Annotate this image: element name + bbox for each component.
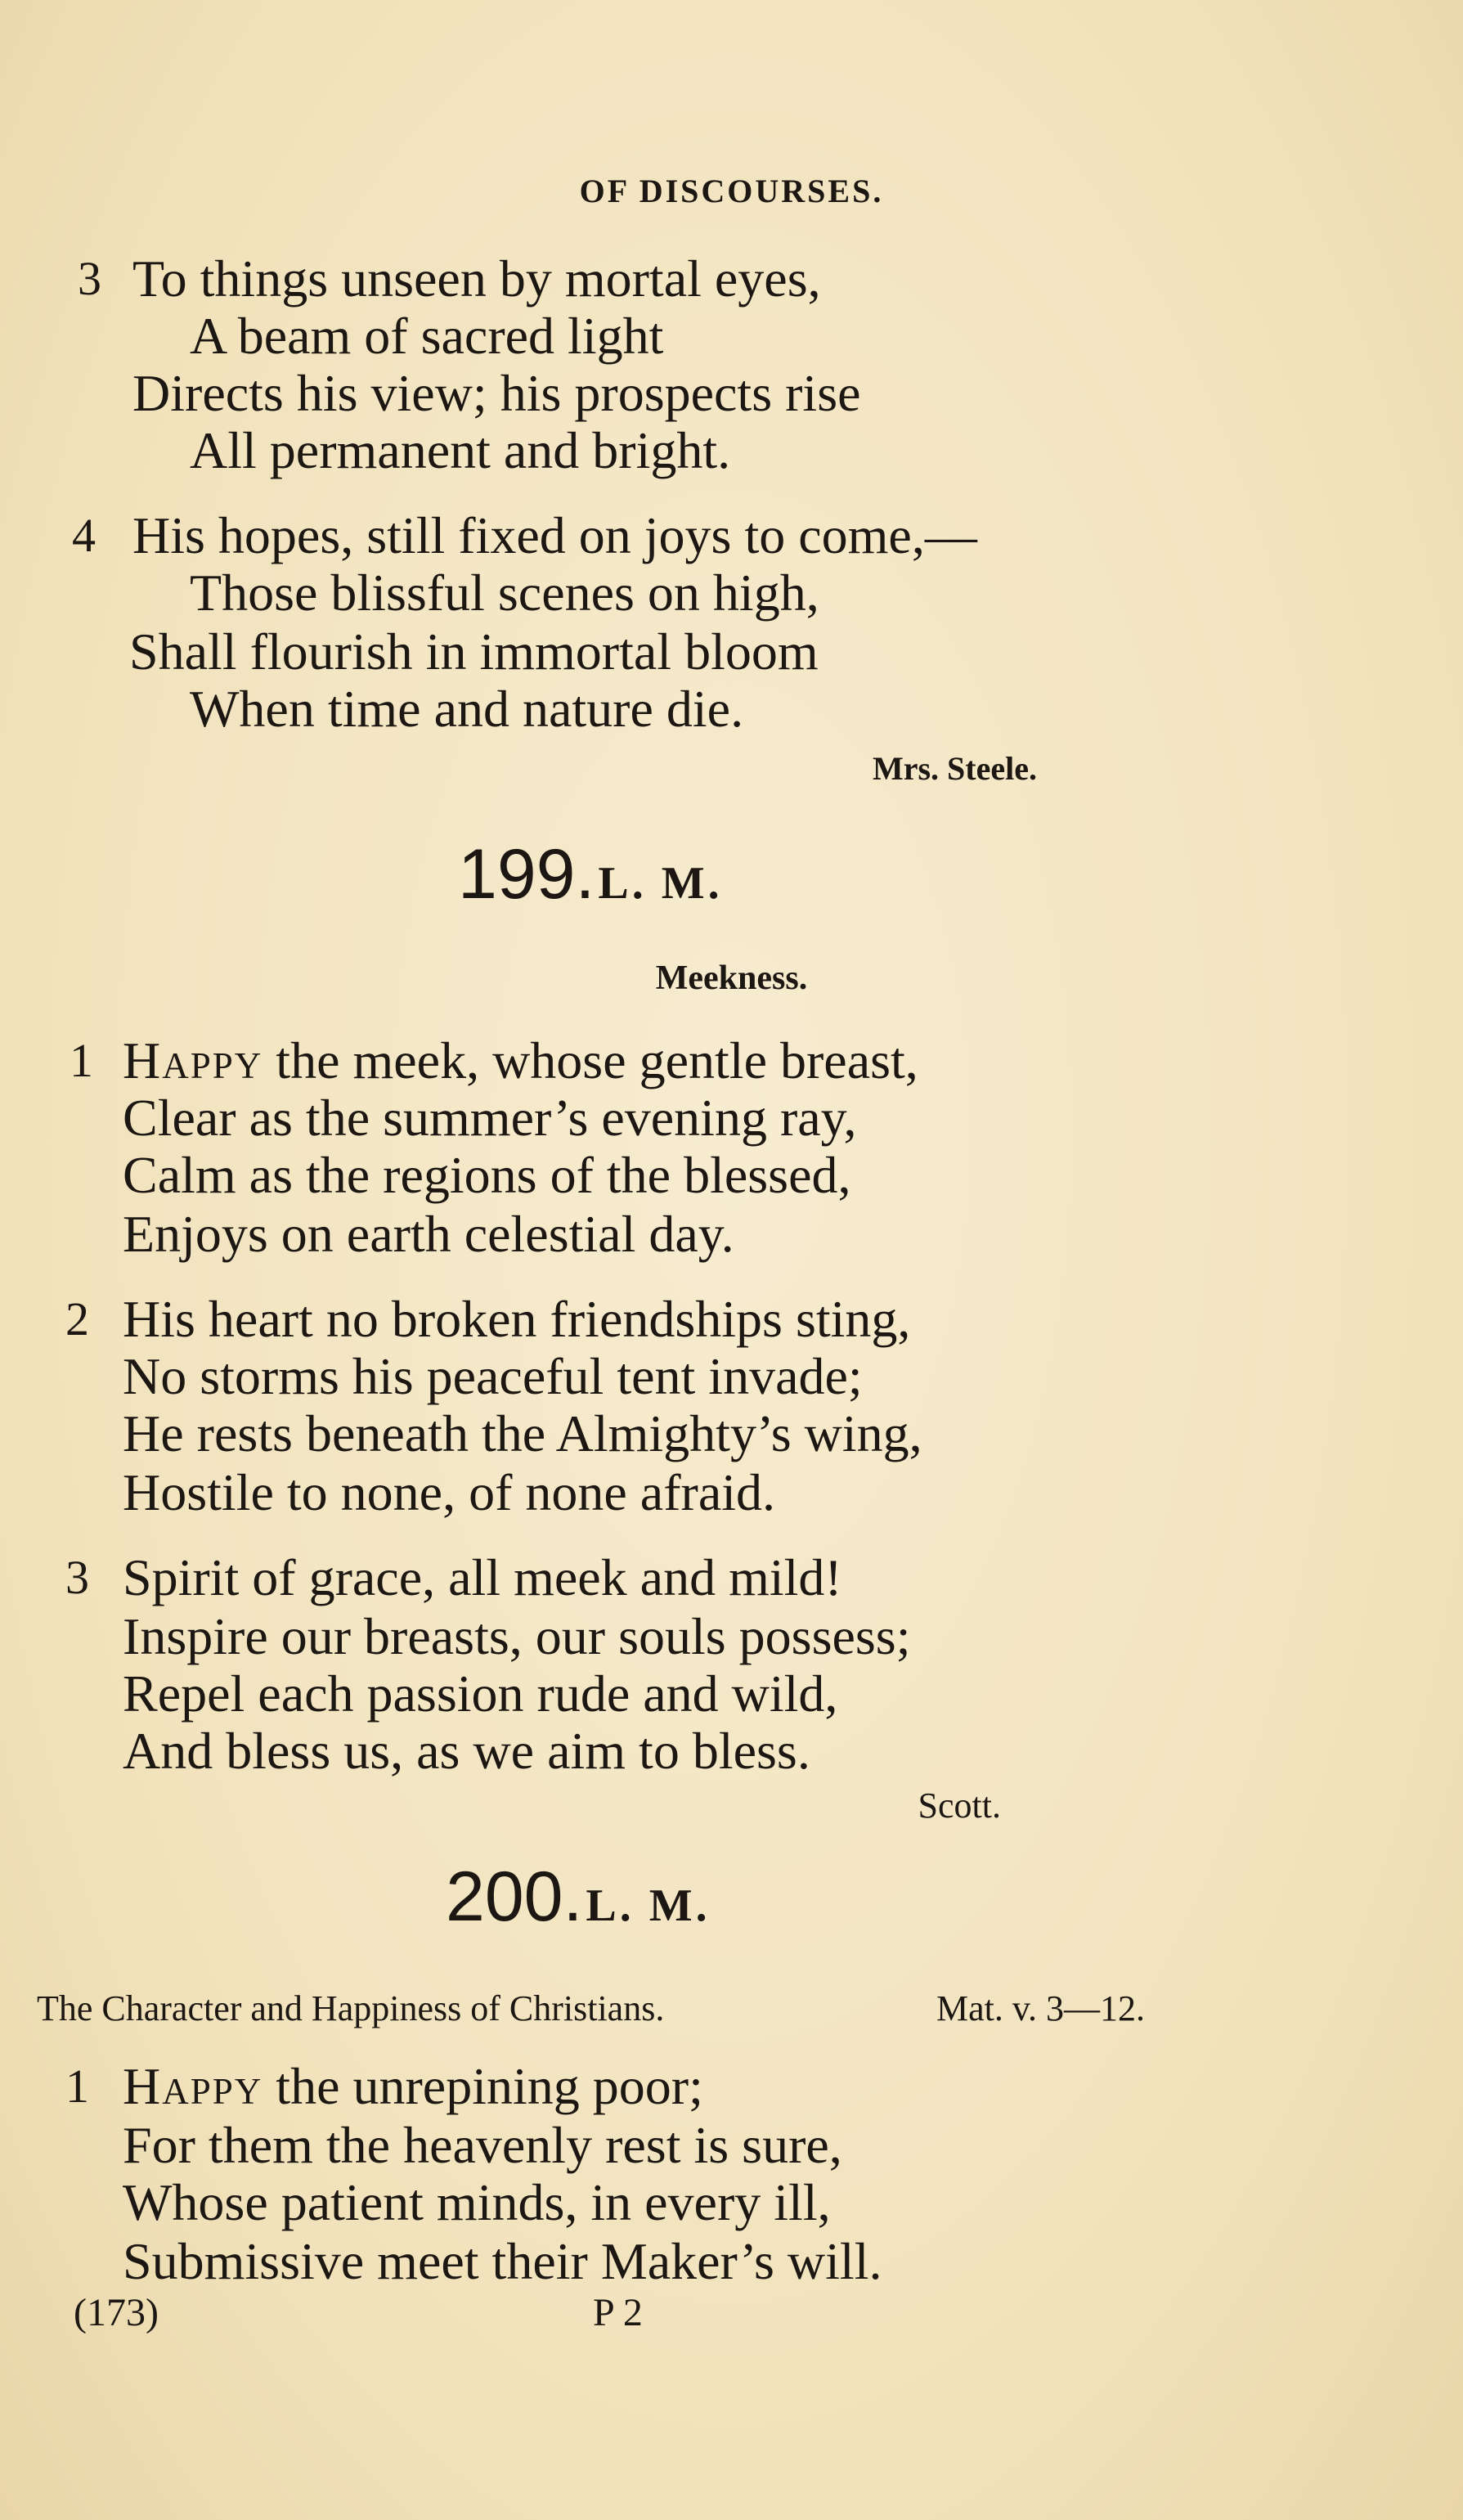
verse-line: All permanent and bright. xyxy=(190,421,731,479)
hymn-meter: L. M. xyxy=(598,858,723,909)
verse-line: His heart no broken friendships sting, xyxy=(123,1290,911,1348)
verse-number: 1 xyxy=(70,1034,93,1087)
signature-mark: P 2 xyxy=(593,2291,643,2334)
hymn-meter: L. M. xyxy=(586,1880,711,1931)
verse-line: Directs his view; his prospects rise xyxy=(132,364,861,422)
hymn-heading xyxy=(458,834,723,915)
verse-line: Whose patient minds, in every ill, xyxy=(123,2173,831,2231)
verse-number: 4 xyxy=(72,509,96,562)
verse-line: No storms his peaceful tent invade; xyxy=(123,1347,863,1405)
verse-line: Repel each passion rude and wild, xyxy=(123,1664,838,1723)
hymn-number: 199. xyxy=(458,835,595,914)
page-number: (173) xyxy=(74,2291,159,2334)
verse-line: Happy the meek, whose gentle breast, xyxy=(123,1031,918,1089)
verse-number: 2 xyxy=(65,1292,89,1345)
hymn-number: 200. xyxy=(446,1857,583,1936)
verse-line: And bless us, as we aim to bless. xyxy=(123,1722,810,1780)
verse-line: Spirit of grace, all meek and mild! xyxy=(123,1548,842,1606)
verse-first-word: Happy xyxy=(123,2057,263,2115)
verse-line: He rests beneath the Almighty’s wing, xyxy=(123,1404,922,1462)
verse-line: Hostile to none, of none afraid. xyxy=(123,1463,775,1521)
scripture-reference: Mat. v. 3—12. xyxy=(936,1988,1146,2028)
verse-line: Clear as the summer’s evening ray, xyxy=(123,1089,857,1147)
verse-line: Inspire our breasts, our souls possess; xyxy=(123,1607,911,1665)
verse-line: For them the heavenly rest is sure, xyxy=(123,2116,842,2174)
running-header: OF DISCOURSES. xyxy=(579,173,884,209)
verse-first-word: Happy xyxy=(123,1031,263,1089)
hymn-title: Meekness. xyxy=(655,959,808,997)
hymn-heading xyxy=(446,1857,711,1938)
verse-line: Happy the unrepining poor; xyxy=(123,2057,703,2115)
verse-number: 3 xyxy=(78,252,101,305)
verse-line: Shall flourish in immortal bloom xyxy=(129,622,819,681)
verse-line: His hopes, still fixed on joys to come,— xyxy=(132,506,977,564)
verse-line: Those blissful scenes on high, xyxy=(190,564,819,622)
hymn-title: The Character and Happiness of Christians. xyxy=(37,1988,665,2028)
verse-line: Enjoys on earth celestial day. xyxy=(123,1205,734,1263)
verse-number: 3 xyxy=(65,1551,89,1604)
verse-line: When time and nature die. xyxy=(190,680,744,738)
verse-line: Calm as the regions of the blessed, xyxy=(123,1146,851,1204)
verse-line: To things unseen by mortal eyes, xyxy=(132,249,821,308)
verse-number: 1 xyxy=(65,2060,89,2113)
verse-line: Submissive meet their Maker’s will. xyxy=(123,2232,882,2290)
verse-line: A beam of sacred light xyxy=(190,307,664,365)
hymn-author: Mrs. Steele. xyxy=(872,750,1037,787)
hymn-author: Scott. xyxy=(918,1786,1001,1826)
